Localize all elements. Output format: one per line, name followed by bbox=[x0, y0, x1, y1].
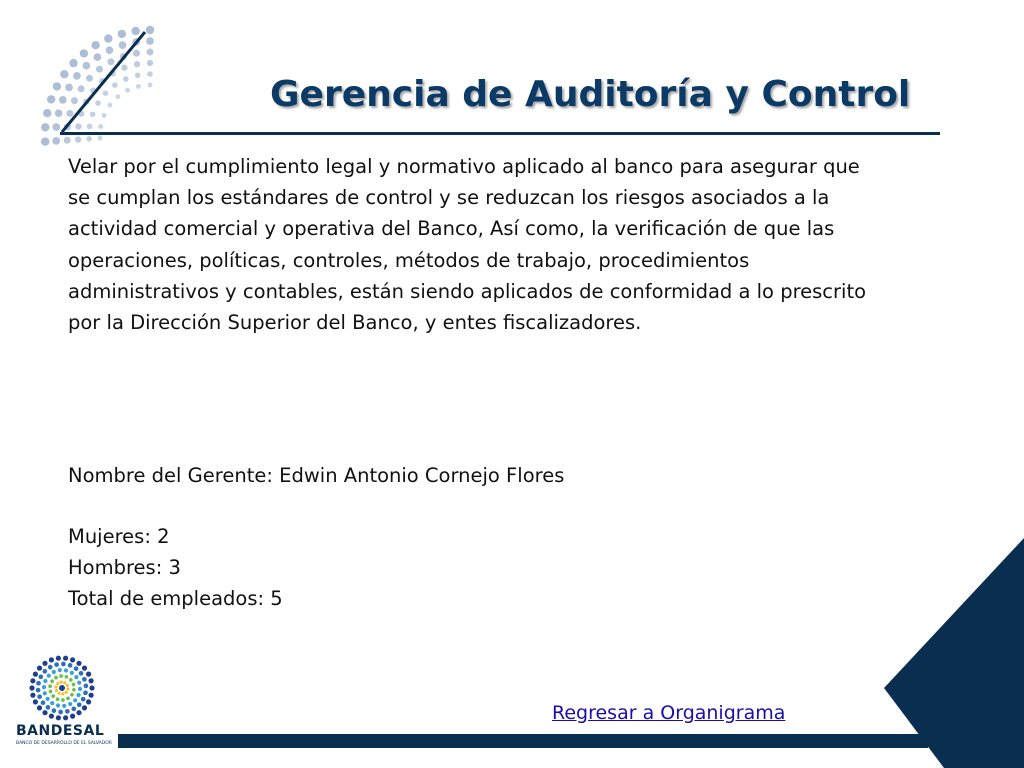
logo-dot bbox=[56, 682, 59, 685]
footer-bar bbox=[118, 734, 928, 748]
decorative-dot bbox=[78, 85, 85, 92]
logo-dot bbox=[36, 688, 41, 693]
decorative-dot bbox=[73, 72, 81, 80]
logo-dot bbox=[71, 707, 76, 712]
slide-title: Gerencia de Auditoría y Control bbox=[270, 74, 911, 115]
logo-dot bbox=[82, 677, 87, 682]
decorative-dot bbox=[60, 70, 68, 78]
logo-dot bbox=[79, 671, 84, 676]
logo-dot bbox=[62, 704, 66, 708]
manager-name: Nombre del Gerente: Edwin Antonio Cornejo Flores bbox=[68, 464, 565, 487]
logo-dot bbox=[65, 675, 69, 679]
logo-dot bbox=[56, 715, 61, 720]
logo-dot bbox=[65, 709, 70, 714]
logo-dot bbox=[82, 666, 87, 671]
logo-dot bbox=[77, 693, 81, 697]
logo-dot bbox=[42, 661, 47, 666]
logo-dot bbox=[33, 699, 38, 704]
logo-dot bbox=[33, 672, 38, 677]
logo-dot bbox=[49, 690, 53, 694]
decorative-dot bbox=[103, 90, 109, 96]
logo-dot bbox=[73, 698, 77, 702]
decorative-dot bbox=[135, 73, 141, 79]
logo-dot bbox=[37, 694, 42, 699]
logo-dot bbox=[66, 697, 70, 701]
logo-dot bbox=[42, 669, 47, 674]
logo-dot bbox=[56, 703, 60, 707]
decorative-dot bbox=[65, 84, 73, 92]
logo-dot bbox=[58, 710, 63, 715]
logo-dot bbox=[55, 689, 58, 692]
decorative-dot bbox=[83, 62, 91, 70]
decorative-dot bbox=[136, 84, 141, 89]
logo-dot bbox=[58, 692, 61, 695]
stat-total-employees: Total de empleados: 5 bbox=[68, 587, 283, 610]
logo-dot bbox=[76, 661, 81, 666]
decorative-dot bbox=[112, 82, 118, 88]
logo-dot bbox=[72, 688, 76, 692]
decorative-dot bbox=[41, 123, 49, 131]
decorative-dot bbox=[86, 75, 93, 82]
logo-name: BANDESAL bbox=[16, 723, 105, 739]
decorative-dot bbox=[64, 137, 71, 144]
logo-dot bbox=[63, 715, 68, 720]
decorative-dot-arc bbox=[0, 0, 180, 150]
decorative-dot bbox=[59, 96, 67, 104]
logo-dot bbox=[37, 666, 42, 671]
logo-dot bbox=[54, 662, 59, 667]
decorative-dot bbox=[104, 34, 112, 42]
logo-dot bbox=[56, 697, 60, 701]
logo-dot bbox=[38, 674, 43, 679]
logo-dot bbox=[69, 678, 73, 682]
logo-dot bbox=[42, 685, 46, 689]
logo-dot bbox=[61, 662, 66, 667]
decorative-dot bbox=[91, 41, 99, 49]
logo-dot bbox=[74, 666, 79, 671]
logo-dot bbox=[52, 670, 56, 674]
logo-dot bbox=[59, 674, 63, 678]
logo-dot bbox=[82, 705, 87, 710]
logo-dot bbox=[74, 675, 78, 679]
back-to-org-chart-link[interactable]: Regresar a Organigrama bbox=[552, 702, 786, 724]
decorative-dot bbox=[147, 49, 154, 56]
logo-dot bbox=[70, 657, 75, 662]
stat-men: Hombres: 3 bbox=[68, 556, 181, 579]
decorative-dot bbox=[47, 95, 55, 103]
logo-dot bbox=[70, 714, 75, 719]
decorative-dot bbox=[148, 83, 153, 88]
logo-dot bbox=[50, 679, 54, 683]
logo-dot bbox=[52, 708, 57, 713]
logo-dot bbox=[70, 693, 74, 697]
logo-dot bbox=[86, 699, 91, 704]
logo-dot bbox=[46, 705, 51, 710]
bandesal-logo-icon bbox=[14, 655, 114, 755]
logo-dot bbox=[89, 678, 94, 683]
logo-dot bbox=[78, 687, 82, 691]
decorative-dot bbox=[146, 37, 154, 45]
logo-dot bbox=[70, 671, 74, 675]
slide-body bbox=[68, 151, 928, 610]
logo-dot bbox=[77, 681, 81, 685]
logo-dot bbox=[66, 684, 69, 687]
decorative-dot bbox=[86, 136, 92, 142]
logo-dot bbox=[30, 693, 35, 698]
decorative-dot bbox=[80, 49, 88, 57]
logo-dot bbox=[55, 685, 58, 688]
logo-dot bbox=[89, 693, 94, 698]
decorative-dot bbox=[107, 103, 112, 108]
decorative-dot bbox=[115, 94, 120, 99]
logo-dot bbox=[54, 676, 58, 680]
logo-dot bbox=[63, 656, 68, 661]
logo-dot bbox=[30, 678, 35, 683]
logo-dot bbox=[68, 663, 73, 668]
decorative-dot bbox=[41, 137, 49, 145]
decorative-dot bbox=[96, 66, 103, 73]
decorative-dot bbox=[118, 30, 126, 38]
logo-dot bbox=[48, 665, 53, 670]
logo-dot bbox=[42, 710, 47, 715]
decorative-dot bbox=[87, 124, 93, 130]
corner-triangle-decoration bbox=[884, 538, 1024, 768]
logo-dot bbox=[84, 684, 89, 689]
decorative-dot bbox=[53, 82, 61, 90]
logo-dot bbox=[72, 683, 76, 687]
logo-subtitle: BANCO DE DESARROLLO DE EL SALVADOR bbox=[16, 741, 112, 746]
logo-dot bbox=[29, 685, 34, 690]
logo-dot bbox=[65, 691, 68, 694]
decorative-dot bbox=[119, 41, 127, 49]
decorative-dot bbox=[95, 100, 101, 106]
decorative-dot bbox=[147, 60, 153, 66]
logo-dot bbox=[81, 697, 86, 702]
logo-dot bbox=[47, 674, 51, 678]
logo-dot bbox=[60, 681, 63, 684]
decorative-dot bbox=[55, 109, 63, 117]
decorative-dot bbox=[123, 76, 129, 82]
logo-center-dot bbox=[59, 685, 65, 691]
decorative-dot bbox=[90, 112, 96, 118]
decorative-dot bbox=[75, 136, 81, 142]
decorative-dot bbox=[121, 65, 127, 71]
decorative-dot bbox=[66, 110, 73, 117]
decorative-dot bbox=[133, 50, 140, 57]
logo-dot bbox=[51, 694, 55, 698]
decorative-dot bbox=[52, 137, 60, 145]
decorative-dot bbox=[132, 27, 140, 35]
decorative-dot bbox=[134, 61, 140, 67]
decorative-dot bbox=[98, 136, 103, 141]
decorative-dot bbox=[52, 123, 60, 131]
logo-dot bbox=[68, 702, 72, 706]
decorative-dot bbox=[43, 109, 51, 117]
logo-dot bbox=[56, 656, 61, 661]
stat-women: Mujeres: 2 bbox=[68, 525, 170, 548]
decorative-dot bbox=[71, 97, 78, 104]
logo-dot bbox=[76, 710, 81, 715]
logo-dot bbox=[58, 668, 62, 672]
logo-dot bbox=[46, 697, 50, 701]
decorative-dot bbox=[102, 113, 107, 118]
logo-dot bbox=[48, 684, 52, 688]
logo-dot bbox=[89, 685, 94, 690]
logo-dot bbox=[61, 692, 64, 695]
logo-dot bbox=[37, 705, 42, 710]
logo-dot bbox=[43, 679, 47, 683]
logo-dot bbox=[41, 700, 46, 705]
logo-dot bbox=[83, 690, 88, 695]
decorative-dot bbox=[69, 59, 77, 67]
logo-dot bbox=[50, 701, 54, 705]
decorative-dot bbox=[146, 26, 154, 34]
department-description: Velar por el cumplimiento legal y normativo aplicado al banco para asegurar que se cumplan los estándares de control y se reduzcan los riesgos asociados a la actividad comercial y operativa del Banco, Así como, la verificación de que las operaciones, políticas, controles, métodos de trabajo, procedimientos administrativos y contables, están siendo aplicados de conformidad a lo prescrito por la Dirección Superior del Banco, y entes fiscalizadores. bbox=[68, 155, 867, 335]
logo-dot bbox=[86, 672, 91, 677]
logo-dot bbox=[49, 714, 54, 719]
decorative-dot bbox=[107, 58, 114, 65]
logo-dot bbox=[66, 687, 69, 690]
logo-dot bbox=[61, 698, 65, 702]
logo-dot bbox=[49, 657, 54, 662]
logo-dot bbox=[36, 681, 41, 686]
decorative-dot bbox=[147, 71, 153, 77]
decorative-dot bbox=[75, 123, 81, 129]
logo-dot bbox=[64, 668, 68, 672]
logo-dot bbox=[63, 681, 66, 684]
logo-dot bbox=[43, 691, 47, 695]
decorative-dot bbox=[98, 124, 103, 129]
decorative-dot bbox=[125, 88, 130, 93]
decorative-dot bbox=[106, 46, 114, 54]
logo-dot bbox=[77, 702, 82, 707]
title-underline bbox=[60, 132, 940, 135]
decorative-dot bbox=[94, 53, 102, 61]
